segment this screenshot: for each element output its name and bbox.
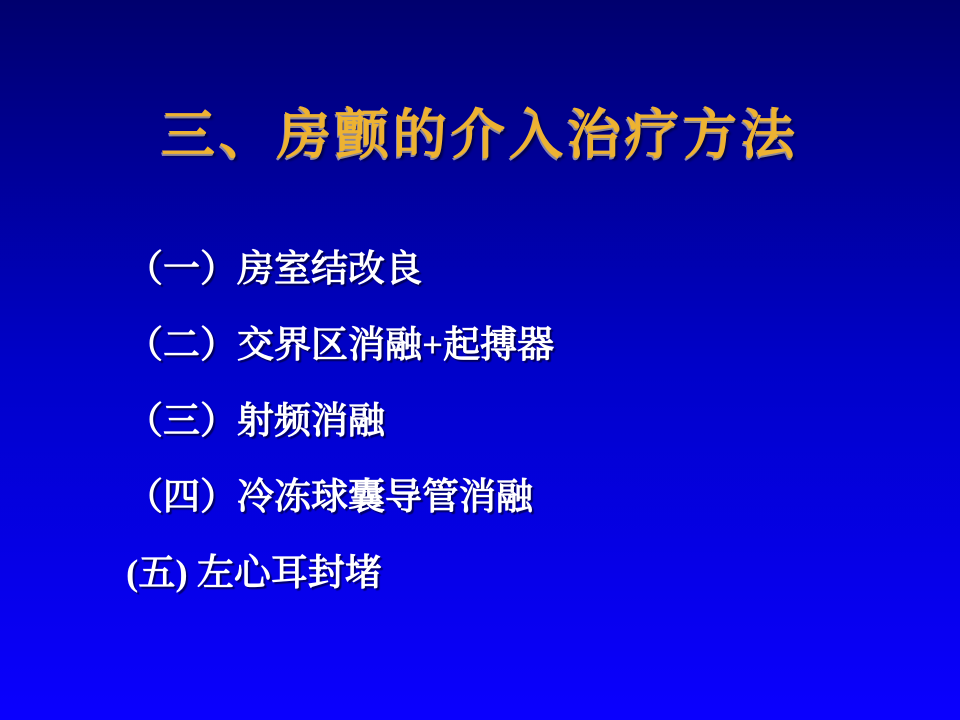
list-item-4: （四）冷冻球囊导管消融 [126, 477, 533, 518]
list-item-3: （三）射频消融 [126, 401, 385, 442]
slide-title: 三、房颤的介入治疗方法 [161, 105, 799, 165]
slide-body-list [126, 246, 900, 626]
list-item-1: （一）房室结改良 [126, 249, 422, 290]
list-item-5: (五) 左心耳封堵 [126, 553, 382, 594]
list-item-2: （二）交界区消融+起搏器 [126, 325, 555, 366]
